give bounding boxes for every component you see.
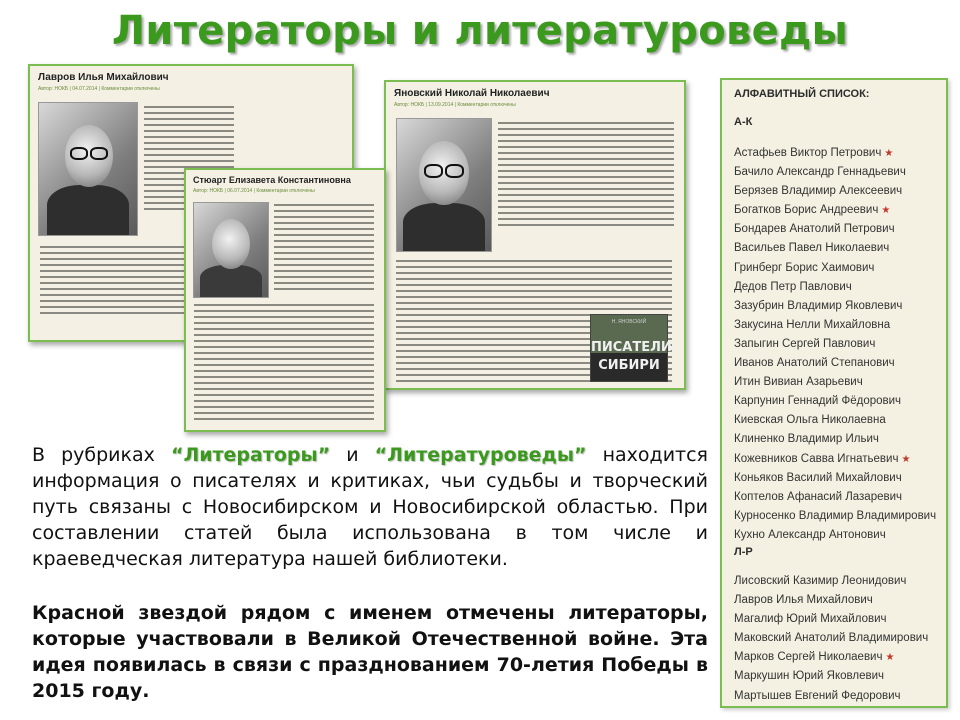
author-name-link[interactable]: Васильев Павел Николаевич bbox=[734, 242, 890, 255]
article-card-yanovsky bbox=[384, 80, 686, 390]
article-card-meta: Автор: НОКБ | 06.07.2014 | Комментарии отключены bbox=[193, 188, 315, 194]
article-card-title: Лавров Илья Михайлович bbox=[38, 72, 169, 83]
author-list-item[interactable] bbox=[734, 687, 928, 706]
author-list-item[interactable] bbox=[734, 259, 936, 278]
author-name-link[interactable]: Карпунин Геннадий Фёдорович bbox=[734, 395, 902, 408]
description-paragraph-2: Красной звездой рядом с именем отмечены литераторы, которые участвовали в Великой Отечественной войне. Эта идея появилась в связи с празднованием 70-летия Победы в 2015 году. bbox=[32, 602, 708, 702]
author-list-item[interactable] bbox=[734, 392, 936, 411]
alphabetical-list-panel bbox=[720, 78, 948, 708]
author-name-link[interactable]: Кожевников Савва Игнатьевич bbox=[734, 452, 899, 465]
book-title-line1: ПИСАТЕЛИ bbox=[591, 340, 672, 355]
article-card-meta: Автор: НОКБ | 13.09.2014 | Комментарии отключены bbox=[394, 102, 516, 108]
author-name-link[interactable]: Марков Сергей Николаевич bbox=[734, 651, 883, 664]
author-name-link[interactable]: Дедов Петр Павлович bbox=[734, 280, 852, 293]
red-star-icon: ★ bbox=[885, 652, 895, 664]
portrait-photo bbox=[193, 202, 269, 298]
author-list-item[interactable] bbox=[734, 572, 928, 591]
author-list-item[interactable] bbox=[734, 526, 936, 545]
author-list-item[interactable] bbox=[734, 182, 936, 201]
author-name-link[interactable]: Бондарев Анатолий Петрович bbox=[734, 223, 895, 236]
author-list-item[interactable] bbox=[734, 278, 936, 297]
article-card-title: Яновский Николай Николаевич bbox=[394, 88, 550, 99]
author-name-link[interactable]: Запыгин Сергей Павлович bbox=[734, 337, 876, 350]
portrait-photo bbox=[396, 118, 492, 252]
author-name-link[interactable]: Иванов Анатолий Степанович bbox=[734, 357, 895, 370]
author-list-item[interactable] bbox=[734, 507, 936, 526]
author-list-item[interactable] bbox=[734, 591, 928, 610]
author-name-link[interactable]: Маркушин Юрий Яковлевич bbox=[734, 670, 884, 683]
article-text bbox=[498, 122, 674, 230]
rubric-literators: “Литераторы” bbox=[170, 444, 331, 466]
author-name-link[interactable]: Закусина Нелли Михайловна bbox=[734, 318, 891, 331]
article-text bbox=[274, 204, 374, 294]
author-list-item[interactable] bbox=[734, 144, 936, 163]
book-title-line2: СИБИРИ bbox=[598, 358, 660, 373]
author-name-link[interactable]: Зазубрин Владимир Яковлевич bbox=[734, 299, 903, 312]
section-label-a-k: А-К bbox=[734, 116, 753, 128]
author-list-item[interactable] bbox=[734, 450, 936, 469]
author-list-item[interactable] bbox=[734, 163, 936, 182]
book-author: Н. ЯНОВСКИЙ bbox=[611, 319, 647, 325]
section-label-l-r: Л-Р bbox=[734, 546, 753, 558]
author-list-item[interactable] bbox=[734, 373, 936, 392]
author-name-link[interactable]: Итин Вивиан Азарьевич bbox=[734, 376, 863, 389]
author-list-item[interactable] bbox=[734, 335, 936, 354]
author-name-link[interactable]: Мартышев Евгений Федорович bbox=[734, 689, 901, 702]
author-list-item[interactable] bbox=[734, 316, 936, 335]
author-list-item[interactable] bbox=[734, 411, 936, 430]
book-cover bbox=[590, 314, 672, 382]
author-name-link[interactable]: Лисовский Казимир Леонидович bbox=[734, 575, 907, 587]
red-star-icon: ★ bbox=[881, 205, 891, 217]
author-name-link[interactable]: Магалиф Юрий Михайлович bbox=[734, 613, 887, 626]
author-list-item[interactable] bbox=[734, 297, 936, 316]
author-name-link[interactable]: Богатков Борис Андреевич bbox=[734, 204, 879, 217]
article-card-meta: Автор: НОКБ | 04.07.2014 | Комментарии отключены bbox=[38, 86, 160, 92]
author-list-item[interactable] bbox=[734, 201, 936, 220]
author-name-link[interactable]: Гринберг Борис Хаимович bbox=[734, 261, 875, 274]
name-list-a-k bbox=[734, 144, 936, 545]
description-paragraph-1: В рубриках “Литераторы” и “Литературоведы” находится информация о писателях и критиках, чьи судьбы и творческий путь связаны с Новосибирском и Новосибирской областью. При составлении статей была использована в том числе и краеведческая литература нашей библиотеки. bbox=[32, 444, 708, 570]
rubric-literary-critics: “Литературоведы” bbox=[374, 444, 587, 466]
author-list-item[interactable] bbox=[734, 239, 936, 258]
author-name-link[interactable]: Лавров Илья Михайлович bbox=[734, 594, 873, 607]
name-list-l-r bbox=[734, 572, 928, 706]
red-star-icon: ★ bbox=[884, 148, 894, 159]
author-name-link[interactable]: Коньяков Василий Михайлович bbox=[734, 471, 902, 484]
author-name-link[interactable]: Коптелов Афанасий Лазаревич bbox=[734, 490, 903, 503]
author-name-link[interactable]: Бачило Александр Геннадьевич bbox=[734, 166, 906, 179]
article-card-title: Стюарт Елизавета Константиновна bbox=[193, 175, 351, 185]
author-list-item[interactable] bbox=[734, 629, 928, 648]
author-list-item[interactable] bbox=[734, 220, 936, 239]
list-heading: АЛФАВИТНЫЙ СПИСОК: bbox=[734, 88, 870, 100]
author-list-item[interactable] bbox=[734, 430, 936, 449]
author-list-item[interactable] bbox=[734, 610, 928, 629]
author-name-link[interactable]: Маковский Анатолий Владимирович bbox=[734, 632, 929, 645]
author-name-link[interactable]: Киевская Ольга Николаевна bbox=[734, 414, 886, 427]
slide-title: Литераторы и литературоведы bbox=[111, 8, 849, 54]
author-list-item[interactable] bbox=[734, 667, 928, 686]
author-name-link[interactable]: Курносенко Владимир Владимирович bbox=[734, 509, 937, 522]
author-list-item[interactable] bbox=[734, 648, 928, 667]
article-card-stuart bbox=[184, 168, 386, 432]
red-star-icon: ★ bbox=[901, 453, 911, 465]
author-list-item[interactable] bbox=[734, 469, 936, 488]
author-list-item[interactable] bbox=[734, 354, 936, 373]
author-name-link[interactable]: Клиненко Владимир Ильич bbox=[734, 433, 879, 446]
author-name-link[interactable]: Кухно Александр Антонович bbox=[734, 528, 886, 541]
portrait-photo bbox=[38, 102, 138, 236]
author-list-item[interactable] bbox=[734, 488, 936, 507]
author-name-link[interactable]: Астафьев Виктор Петрович bbox=[734, 147, 882, 159]
author-name-link[interactable]: Берязев Владимир Алексеевич bbox=[734, 185, 903, 198]
